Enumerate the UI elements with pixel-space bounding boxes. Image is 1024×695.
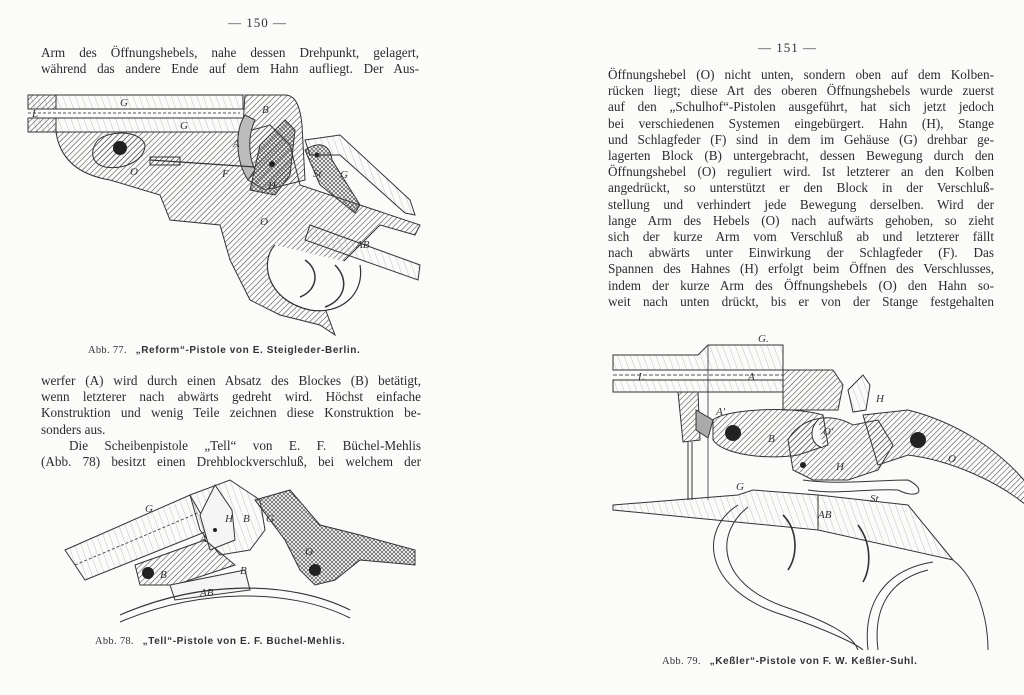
tell-pistol-diagram xyxy=(60,470,420,630)
text-block-main xyxy=(608,67,994,310)
label-ab: AB xyxy=(356,239,370,251)
right-page xyxy=(512,0,1024,695)
figure-77-caption xyxy=(88,345,360,356)
label-f: F xyxy=(222,168,229,180)
text-line: stellung und verhindert jede Bewegung derselben. Wird der xyxy=(608,196,994,212)
label-l: L xyxy=(638,371,645,383)
caption-title: „Tell“-Pistole von E. F. Büchel-Mehlis. xyxy=(142,636,346,647)
label-g: G xyxy=(736,481,744,493)
page-number: — 150 — xyxy=(228,15,287,30)
label-g-strap: G xyxy=(340,169,348,181)
label-b-lower: B xyxy=(240,565,247,577)
figure-77-reform-pistol xyxy=(20,85,440,340)
label-ab: AB xyxy=(200,587,214,599)
figure-78-caption xyxy=(95,636,345,647)
label-o: O xyxy=(305,546,313,558)
text-line: wenn letzterer nach abwärts gedreht wird. Höchst einfache xyxy=(41,389,421,405)
label-g-top: G xyxy=(120,97,128,109)
label-st: St xyxy=(313,168,322,180)
text-line: sich der kurze Arm vom Verschluß ab und letzterer fällt xyxy=(608,229,994,245)
label-st: St xyxy=(870,493,879,505)
caption-title: „Keßler“-Pistole von F. W. Keßler-Suhl. xyxy=(709,656,918,667)
label-g: G xyxy=(145,503,153,515)
label-o: O xyxy=(260,216,268,228)
kessler-pistol-diagram xyxy=(608,330,1024,650)
label-h: H xyxy=(836,461,844,473)
label-b-upper: B xyxy=(243,513,250,525)
label-o-prime: O' xyxy=(823,426,834,438)
text-line: auf den „Schulhof“-Pistolen ausgeführt, hat sich jetzt jedoch xyxy=(608,99,994,115)
text-line: während das andere Ende auf dem Hahn aufliegt. Der Aus- xyxy=(41,61,419,77)
label-b-block: B xyxy=(160,569,167,581)
text-line: angedrückt, so unterstützt er den Block in der Verschluß- xyxy=(608,180,994,196)
label-g-lever: G xyxy=(266,513,274,525)
text-line: lange Arm des Hebels (O) nach aufwärts gehoben, so zieht xyxy=(608,212,994,228)
label-h: H xyxy=(225,513,233,525)
label-g-top: G. xyxy=(758,333,769,345)
label-l: L xyxy=(32,108,39,120)
caption-prefix: Abb. 77. xyxy=(88,345,127,356)
page-number: — 151 — xyxy=(758,40,817,55)
text-block-top xyxy=(41,45,419,77)
label-o: O xyxy=(948,453,956,465)
label-ab: AB xyxy=(818,509,832,521)
text-line: bei verschiedenen Systemen eingebürgert. Hahn (H), Stange xyxy=(608,115,994,131)
text-line: lagerten Block (B) untergebracht, dessen Bewegung durch den xyxy=(608,148,994,164)
text-block-middle xyxy=(41,373,421,470)
text-line: Spannen des Hahnes (H) erfolgt beim Öffnen des Verschlusses, xyxy=(608,261,994,277)
text-line: sonders aus. xyxy=(41,421,106,437)
text-line: (Abb. 78) besitzt einen Drehblockverschluß, bei welchem der xyxy=(41,454,421,470)
label-o-pivot: O xyxy=(130,166,138,178)
label-b: B xyxy=(768,433,775,445)
text-line: weit nach unten drückt, bis er von der Stange festgehalten xyxy=(608,293,994,309)
text-line: Öffnungshebel (O) nicht unten, sondern oben auf dem Kolben- xyxy=(608,67,994,82)
text-line: Die Scheibenpistole „Tell“ von E. F. Büchel-Mehlis xyxy=(69,437,421,453)
label-h: H xyxy=(268,180,276,192)
figure-78-tell-pistol xyxy=(60,470,420,630)
text-line: Konstruktion und wenig Teile zeichnen diese Konstruktion be- xyxy=(41,405,421,421)
label-g-mid: G xyxy=(180,120,188,132)
label-a: A xyxy=(200,533,207,545)
text-line: nach abwärts unter Einwirkung der Schlagfeder (F). Das xyxy=(608,245,994,261)
text-line: rücken liegt; diese Art des oberen Öffnungshebels wurde zuerst xyxy=(608,83,994,99)
label-b: B xyxy=(262,104,269,116)
figure-79-kessler-pistol xyxy=(608,330,1024,650)
label-a: A xyxy=(233,138,240,150)
label-h-spur: H xyxy=(876,393,884,405)
text-line: Öffnungshebel (O) reguliert wird. Ist letzterer an den Kolben xyxy=(608,164,994,180)
reform-pistol-diagram xyxy=(20,85,440,340)
label-a-prime: A' xyxy=(716,406,726,418)
caption-title: „Reform“-Pistole von E. Steigleder-Berlin. xyxy=(135,345,361,356)
text-line: und Schlagfeder (F) sind in dem im Gehäuse (G) drehbar ge- xyxy=(608,131,994,147)
label-a: A xyxy=(748,371,755,383)
caption-prefix: Abb. 79. xyxy=(662,656,701,667)
text-line: werfer (A) wird durch einen Absatz des Blockes (B) betätigt, xyxy=(41,373,421,388)
caption-prefix: Abb. 78. xyxy=(95,636,134,647)
figure-79-caption xyxy=(662,656,918,667)
text-line: indem der kurze Arm des Öffnungshebels (O) den Hahn so- xyxy=(608,277,994,293)
text-line: Arm des Öffnungshebels, nahe dessen Drehpunkt, gelagert, xyxy=(41,45,419,60)
